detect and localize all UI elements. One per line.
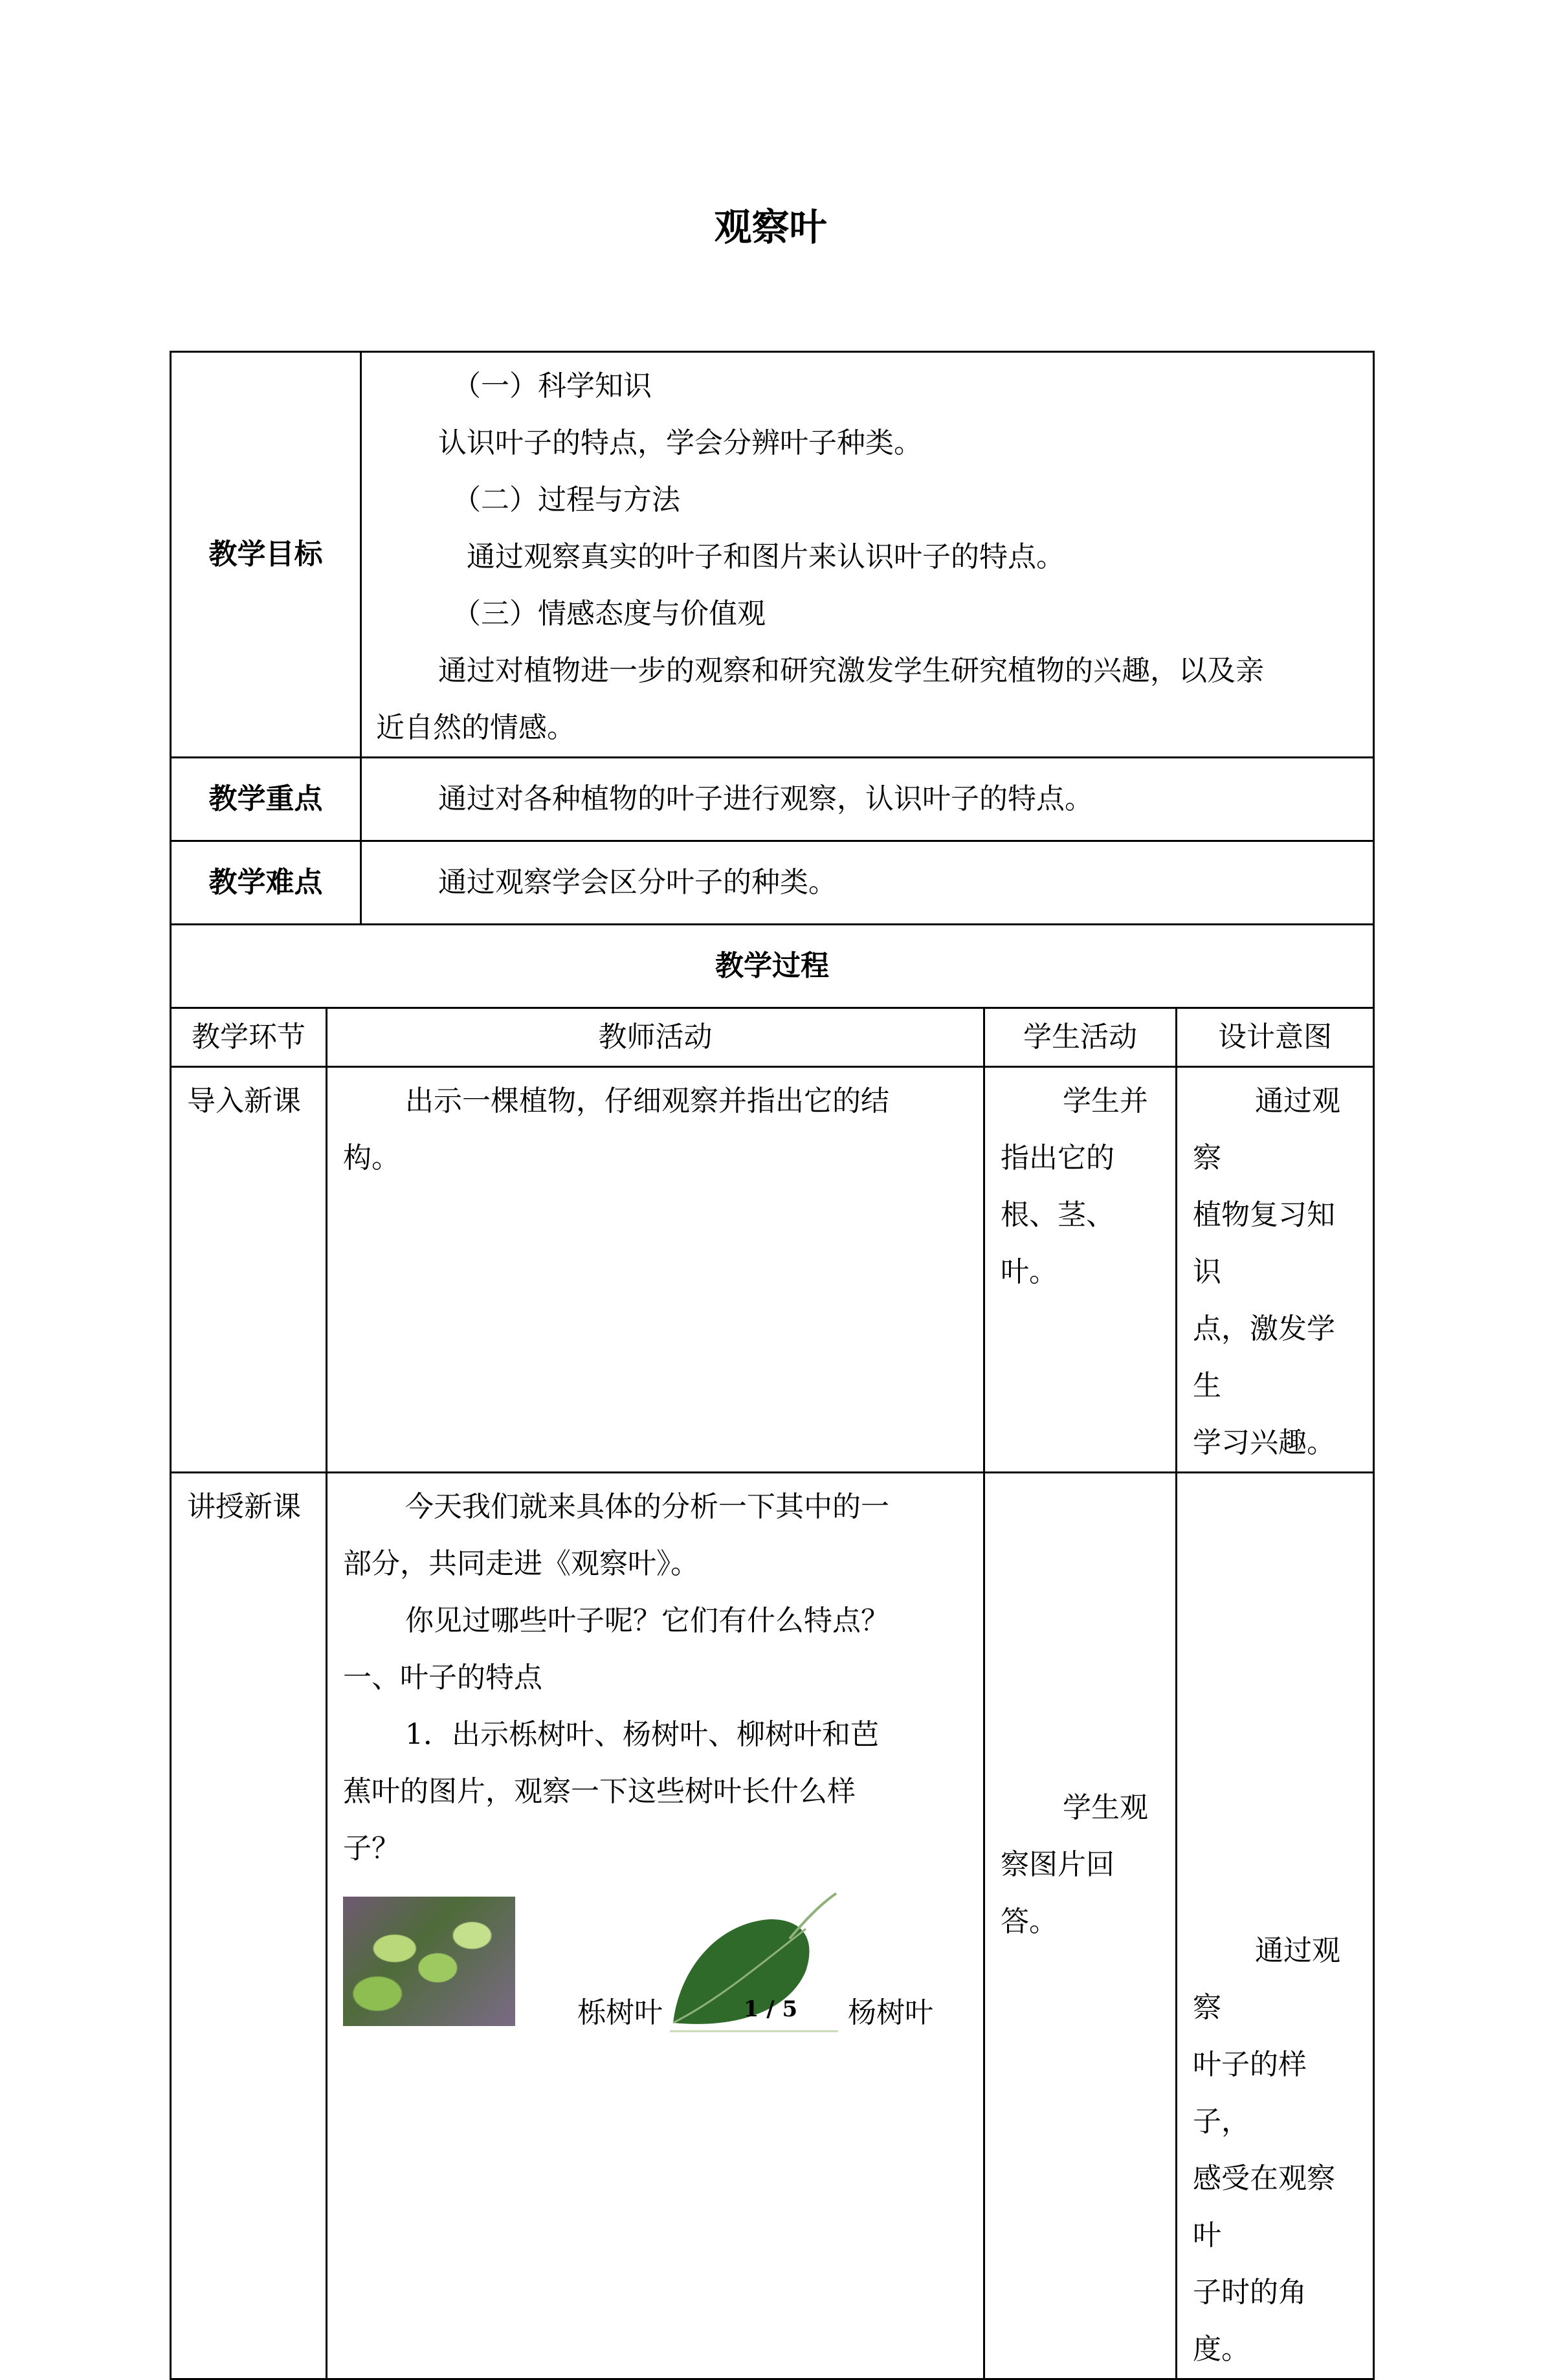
student-text: 指出它的 (1001, 1141, 1114, 1174)
student-text: 叶。 (1001, 1255, 1058, 1288)
poplar-leaf-caption: 杨树叶 (848, 1996, 933, 2029)
teacher-text: 你见过哪些叶子呢？它们有什么特点？ (405, 1604, 889, 1637)
objectives-text-3a: 通过对植物进一步的观察和研究激发学生研究植物的兴趣，以及亲 (438, 654, 1264, 687)
key-point-row (171, 758, 1374, 841)
difficulty-row (171, 841, 1374, 925)
objectives-content (361, 352, 1374, 758)
process-title-row (171, 925, 1374, 1008)
intent-text: 通过观察 (1193, 1934, 1340, 2024)
teacher-text: 构。 (343, 1141, 400, 1174)
teacher-text: 今天我们就来具体的分析一下其中的一 (405, 1490, 889, 1523)
header-teacher: 教师活动 (327, 1008, 984, 1067)
intent-text: 叶子的样子， (1193, 2048, 1307, 2138)
teacher-activity-intro (327, 1067, 984, 1473)
student-text: 察图片回 (1001, 1848, 1114, 1881)
header-intent: 设计意图 (1177, 1008, 1374, 1067)
student-text: 学生并 (1063, 1085, 1148, 1118)
objectives-heading-1: （一）科学知识 (452, 369, 652, 402)
objectives-text-3b: 近自然的情感。 (376, 711, 575, 744)
objectives-label: 教学目标 (171, 352, 361, 758)
header-stage: 教学环节 (171, 1008, 327, 1067)
key-point-label: 教学重点 (171, 758, 361, 841)
difficulty-content (361, 841, 1374, 925)
objectives-heading-3: （三）情感态度与价值观 (452, 597, 766, 630)
intent-text: 植物复习知识 (1193, 1198, 1335, 1288)
process-title: 教学过程 (171, 925, 1374, 1008)
objectives-row (171, 352, 1374, 758)
stage-intro: 导入新课 (171, 1067, 327, 1473)
oak-leaf-caption: 栎树叶 (577, 1996, 663, 2029)
leaf-images (343, 1890, 968, 2052)
student-activity-new-lesson (984, 1473, 1177, 2379)
process-header-row (171, 1008, 1374, 1067)
header-student: 学生活动 (984, 1008, 1177, 1067)
lesson-plan-table (170, 351, 1375, 2380)
table-row (171, 1067, 1374, 1473)
design-intent-intro (1177, 1067, 1374, 1473)
teacher-text: 一、叶子的特点 (343, 1661, 542, 1694)
difficulty-label: 教学难点 (171, 841, 361, 925)
student-activity-intro (984, 1067, 1177, 1473)
teacher-text: 出示一棵植物，仔细观察并指出它的结 (405, 1085, 889, 1118)
objectives-text-2: 通过观察真实的叶子和图片来认识叶子的特点。 (467, 540, 1065, 573)
student-text: 根、茎、 (1001, 1198, 1114, 1231)
teacher-activity-new-lesson (327, 1473, 984, 2379)
teacher-text: 蕉叶的图片，观察一下这些树叶长什么样 (343, 1775, 856, 1808)
difficulty-text: 通过观察学会区分叶子的种类。 (438, 866, 837, 899)
objectives-text-1: 认识叶子的特点，学会分辨叶子种类。 (438, 426, 922, 459)
intent-text: 子时的角度。 (1193, 2276, 1307, 2366)
teacher-text: 子？ (343, 1832, 400, 1865)
key-point-content (361, 758, 1374, 841)
intent-text: 点，激发学生 (1193, 1312, 1335, 1402)
design-intent-new-lesson (1177, 1473, 1374, 2379)
key-point-text: 通过对各种植物的叶子进行观察，认识叶子的特点。 (438, 782, 1093, 815)
page-number: 1 / 5 (743, 1996, 798, 2022)
objectives-heading-2: （二）过程与方法 (452, 483, 680, 516)
intent-text: 通过观察 (1193, 1085, 1340, 1174)
teacher-text: 部分，共同走进《观察叶》。 (343, 1547, 699, 1580)
table-row (171, 1473, 1374, 2379)
teacher-text: 1．出示栎树叶、杨树叶、柳树叶和芭 (405, 1718, 879, 1751)
student-text: 答。 (1001, 1905, 1058, 1938)
intent-text: 感受在观察叶 (1193, 2162, 1335, 2252)
page-title: 观察叶 (714, 205, 827, 249)
stage-new-lesson: 讲授新课 (171, 1473, 327, 2379)
student-text: 学生观 (1063, 1791, 1148, 1824)
intent-text: 学习兴趣。 (1193, 1426, 1335, 1459)
